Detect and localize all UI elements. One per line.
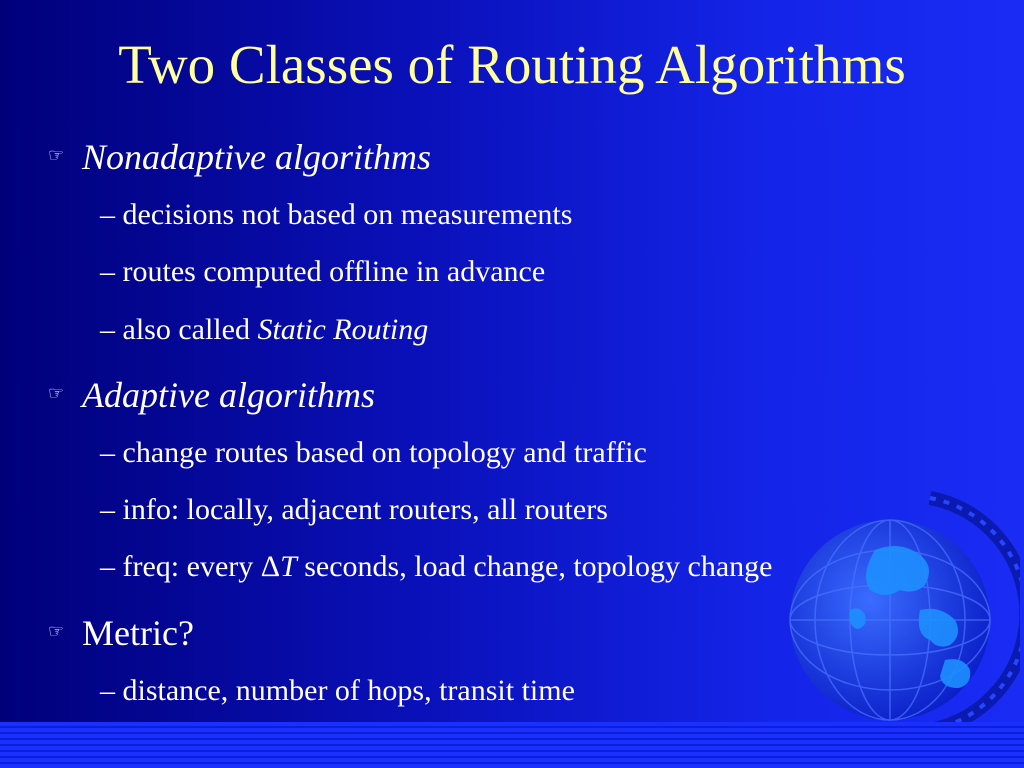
section-heading: Metric? [82,613,194,653]
section-heading: Nonadaptive algorithms [82,137,431,177]
dash: – [100,198,115,231]
sub-bullet-suffix: seconds, load change, topology change [296,550,773,583]
dash: – [100,313,115,346]
sub-bullet [100,672,575,710]
sub-bullet [100,196,572,234]
sub-bullet-text: info: locally, adjacent routers, all routers [122,493,608,526]
pointing-hand-icon: ☞ [48,145,65,166]
sub-bullet-emphasis: T [280,550,297,583]
sub-bullet-prefix: also called [122,313,258,346]
sub-bullet [100,491,608,529]
dash: – [100,550,115,583]
sub-bullet-prefix: freq: every [122,550,261,583]
sub-bullet-text: distance, number of hops, transit time [122,674,575,707]
dash: – [100,674,115,707]
section-heading: Adaptive algorithms [82,375,375,415]
slide-title: Two Classes of Routing Algorithms [118,34,906,95]
bullet-nonadaptive [48,134,431,179]
sub-bullet [100,434,647,472]
sub-bullet [100,311,428,349]
sub-bullet-text: decisions not based on measurements [122,198,573,231]
pointing-hand-icon: ☞ [48,383,65,404]
sub-bullet-text: change routes based on topology and traffic [122,436,647,469]
sub-bullet [100,253,545,291]
bullet-metric [48,610,194,655]
sub-bullet [100,548,772,586]
delta-symbol: Δ [260,550,281,583]
sub-bullet-emphasis: Static Routing [257,313,429,346]
dash: – [100,493,115,526]
pointing-hand-icon: ☞ [48,621,65,642]
dash: – [100,255,115,288]
bullet-adaptive [48,372,375,417]
sub-bullet-text: routes computed offline in advance [122,255,546,288]
dash: – [100,436,115,469]
